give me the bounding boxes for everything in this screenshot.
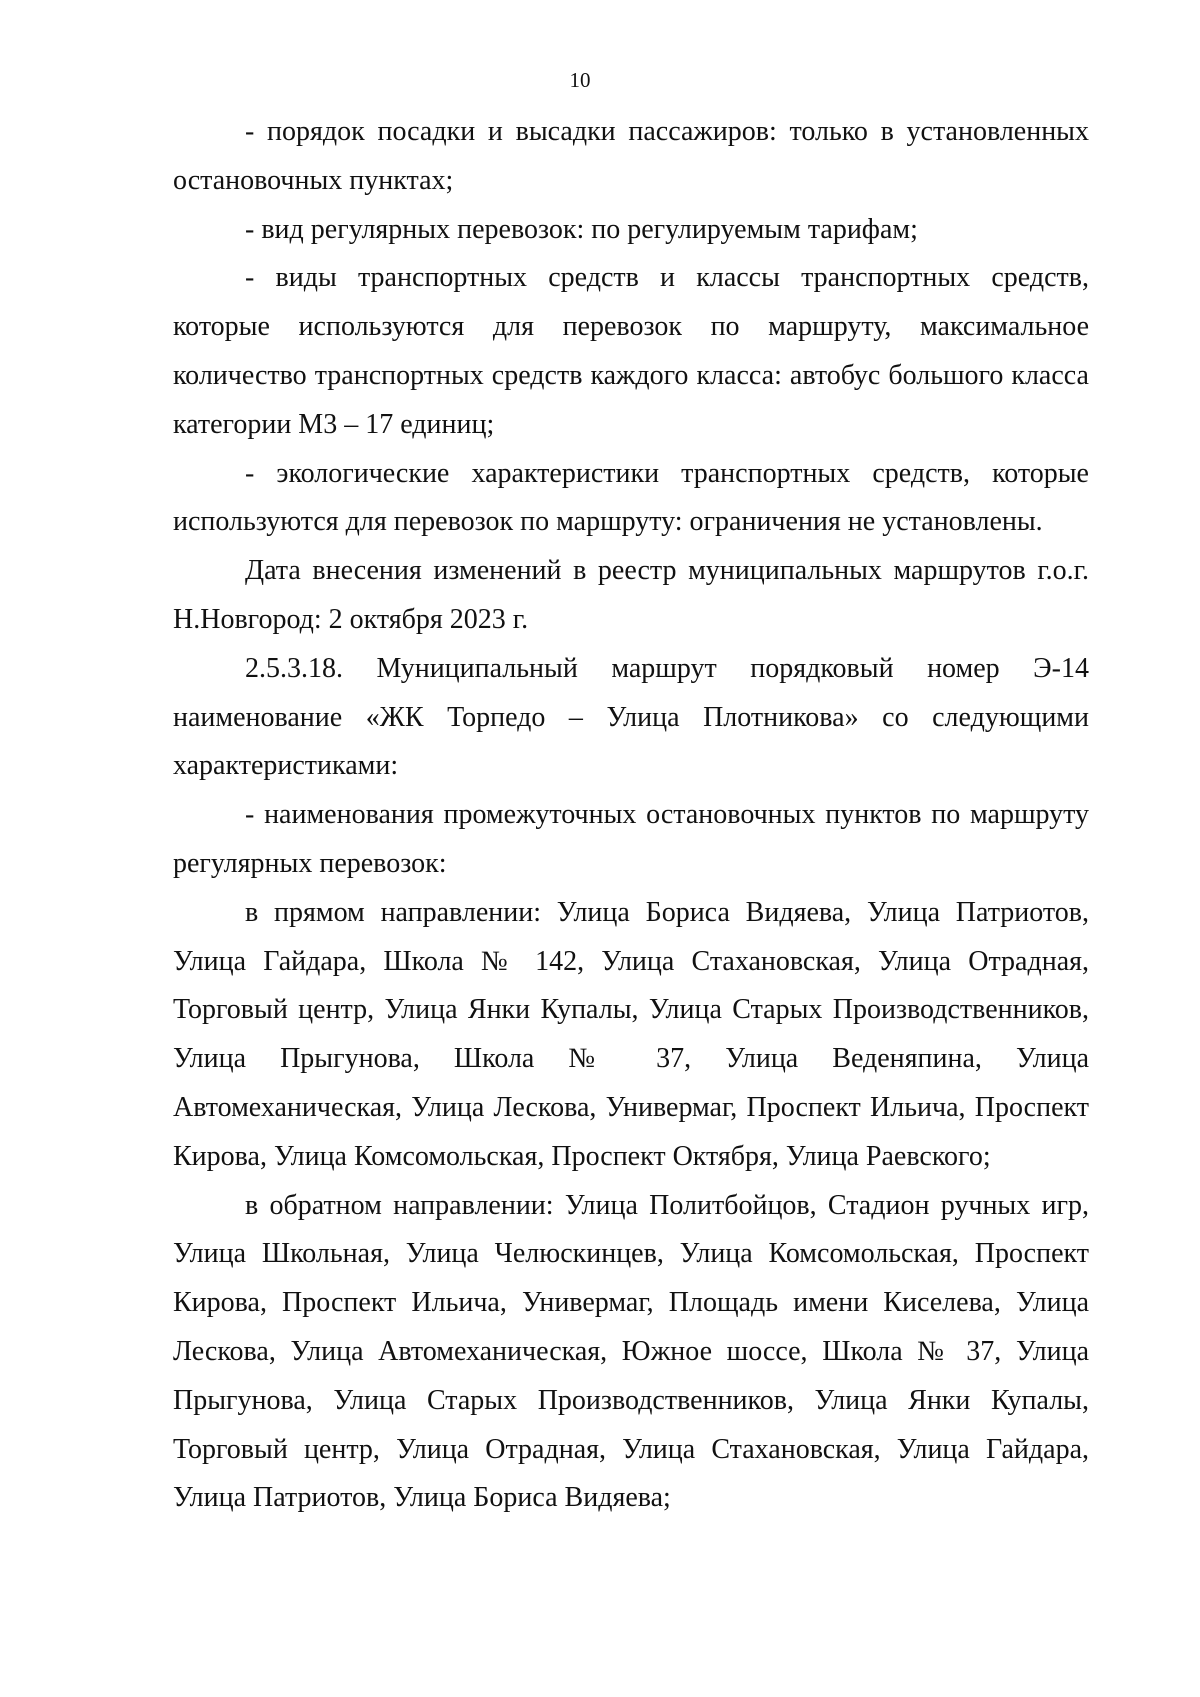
paragraph-ecological-characteristics: - экологические характеристики транспортных средств, которые используются для перевозок по маршруту: ограничения не установлены. [173, 457, 1089, 538]
paragraph-boarding-order: - порядок посадки и высадки пассажиров: только в установленных остановочных пунктах; [173, 116, 1089, 196]
document-body [173, 108, 1089, 1523]
page-number: 10 [569, 68, 591, 92]
paragraph-intermediate-stops: - наименования промежуточных остановочных пунктов по маршруту регулярных перевозок: [173, 799, 1089, 879]
paragraph-vehicle-classes: - виды транспортных средств и классы транспортных средств, которые используются для перевозок по маршруту, максимальное количество транспортных средств каждого класса: автобус большого класса категории М3 – 17 единиц; [173, 262, 1089, 440]
paragraph-reverse-direction: в обратном направлении: Улица Политбойцов, Стадион ручных игр, Улица Школьная, Улица Челюскинцев, Улица Комсомольская, Проспект Кирова, Проспект Ильича, Универмаг, Площадь имени Киселева, Улица Лескова, Улица Автомеханическая, Южное шоссе, Школа № 37, Улица Прыгунова, Улица Старых Производственников, Улица Янки Купалы, Торговый центр, Улица Отрадная, Улица Стахановская, Улица Гайдара, Улица Патриотов, Улица Бориса Видяева; [173, 1189, 1089, 1514]
paragraph-transport-type: - вид регулярных перевозок: по регулируемым тарифам; [245, 213, 918, 245]
paragraph-route-heading: 2.5.3.18. Муниципальный маршрут порядковый номер Э-14 наименование «ЖК Торпедо – Улица Плотникова» со следующими характеристиками: [173, 652, 1089, 782]
paragraph-forward-direction: в прямом направлении: Улица Бориса Видяева, Улица Патриотов, Улица Гайдара, Школа № 142, Улица Стахановская, Улица Отрадная, Торговый центр, Улица Янки Купалы, Улица Старых Производственников, Улица Прыгунова, Школа № 37, Улица Веденяпина, Улица Автомеханическая, Улица Лескова, Универмаг, Проспект Ильича, Проспект Кирова, Улица Комсомольская, Проспект Октября, Улица Раевского; [173, 896, 1089, 1172]
paragraph-registry-change-date: Дата внесения изменений в реестр муниципальных маршрутов г.о.г. Н.Новгород: 2 октября 2023 г. [173, 555, 1089, 635]
